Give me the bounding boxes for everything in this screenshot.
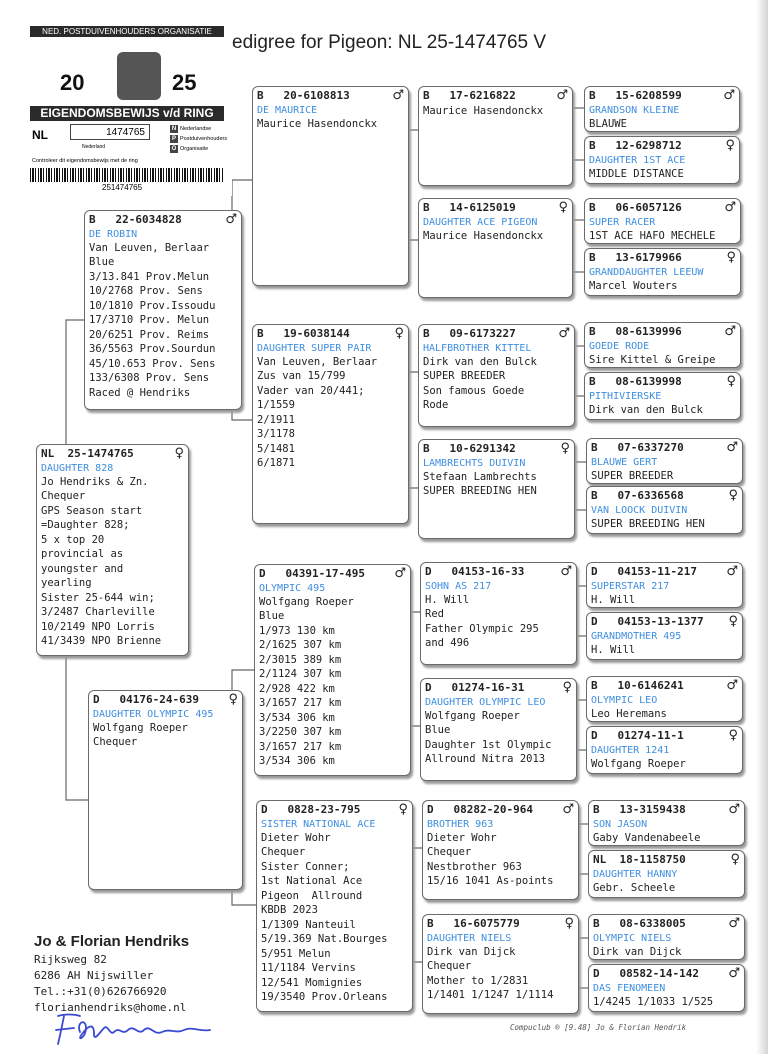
pigeon-nickname: DAUGHTER 828	[41, 462, 114, 474]
pigeon-nickname: DAUGHTER OLYMPIC LEO	[425, 696, 546, 708]
pigeon-header	[589, 89, 735, 104]
pigeon-detail-line: 20/6251 Prov. Reims	[89, 328, 210, 341]
pigeon-detail-line: 2/1625 307 km	[259, 639, 342, 651]
ring-number: B 20-6108813	[257, 89, 350, 102]
pigeon-nickname: DAUGHTER 1241	[591, 744, 670, 756]
pigeon-detail-line: 36/5563 Prov.Sourdun	[89, 343, 216, 355]
ring-number: B 16-6075779	[427, 917, 520, 930]
male-symbol-icon: ♂	[728, 916, 740, 931]
pigeon-nickname: DAUGHTER SUPER PAIR	[257, 342, 372, 354]
pigeon-detail-line: Daughter 1st Olympic	[425, 738, 552, 751]
pigeon-card-p16	[584, 86, 740, 132]
pigeon-card-p11	[418, 439, 575, 539]
breeder-address-line: 6286 AH Nijswiller	[34, 969, 154, 982]
pigeon-card-p9	[418, 198, 573, 298]
ring-control-text: Controleer dit eigendomsbewijs met de ring	[32, 158, 138, 164]
female-symbol-icon: ♀	[564, 916, 574, 931]
pigeon-card-p23	[586, 486, 743, 534]
pigeon-detail-line: 3/13.841 Prov.Melun	[89, 270, 210, 283]
pigeon-detail-line: 11/1184 Vervins	[261, 962, 356, 974]
pigeon-detail-line: Dirk van Dijck	[427, 945, 516, 958]
ring-number: D 0828-23-795	[261, 803, 361, 816]
pigeon-nickname: PITHIVIERSKE	[589, 390, 662, 402]
pigeon-card-p30	[588, 914, 745, 960]
pigeon-detail-line: Chequer	[41, 490, 86, 502]
barcode	[30, 168, 224, 182]
signature-icon	[50, 1012, 250, 1048]
pigeon-card-p5	[252, 324, 409, 524]
ring-number: D 08282-20-964	[427, 803, 533, 816]
pigeon-detail-line: Wolfgang Roeper	[591, 757, 686, 770]
pigeon-nickname: DE MAURICE	[257, 104, 318, 116]
ring-number: B 10-6291342	[423, 442, 516, 455]
pigeon-header	[589, 375, 736, 390]
pigeon-header	[93, 693, 238, 708]
pigeon-detail-line: Maurice Hasendonckx	[423, 229, 544, 242]
pigeon-detail-line: Chequer	[93, 736, 138, 748]
female-symbol-icon: ♀	[725, 138, 735, 153]
pigeon-card-p31	[588, 964, 745, 1012]
ring-number: NL 25-1474765	[41, 447, 134, 460]
pigeon-nickname: DAUGHTER NIELS	[427, 932, 512, 944]
male-symbol-icon: ♂	[562, 802, 574, 817]
pigeon-detail-line: 3/1657 217 km	[259, 740, 342, 753]
pigeon-detail-line: 3/534 306 km	[259, 755, 335, 767]
npo-line: Nederlandse	[180, 126, 212, 132]
pigeon-detail-line: Red	[425, 608, 444, 620]
pigeon-detail-line: 5 x top 20	[41, 533, 105, 546]
pigeon-detail-line: Chequer	[427, 960, 472, 972]
barcode-number: 251474765	[102, 183, 143, 192]
pigeon-card-p6	[254, 564, 411, 776]
pigeon-header	[427, 917, 574, 932]
pigeon-detail-line: Dieter Wohr	[427, 831, 497, 844]
pigeon-nickname: DAUGHTER HANNY	[593, 868, 678, 880]
pigeon-detail-line: SUPER BREEDING HEN	[423, 485, 537, 497]
breeder-name: Jo & Florian Hendriks	[34, 933, 190, 950]
pigeon-header	[591, 565, 738, 580]
pigeon-detail-line: 3/2487 Charleville	[41, 606, 155, 618]
pigeon-detail-line: 133/6308 Prov. Sens	[89, 372, 210, 384]
pigeon-detail-line: Sire Kittel & Greipe	[589, 353, 716, 366]
pigeon-detail-line: Leo Heremans	[591, 707, 667, 720]
pigeon-detail-line: 1ST ACE HAFO MECHELE	[589, 229, 716, 242]
pigeon-detail-line: 5/19.369 Nat.Bourges	[261, 933, 388, 945]
pigeon-nickname: DAUGHTER 1ST ACE	[589, 154, 686, 166]
pigeon-detail-line: 1st National Ace	[261, 875, 363, 887]
pigeon-header	[259, 567, 406, 582]
ring-number: D 01274-16-31	[425, 681, 525, 694]
pigeon-detail-line: Van Leuven, Berlaar	[89, 241, 210, 254]
pigeon-nickname: GRANDDAUGHTER LEEUW	[589, 266, 704, 278]
pigeon-detail-line: Dirk van den Bulck	[423, 355, 537, 368]
pigeon-nickname: LAMBRECHTS DUIVIN	[423, 457, 526, 469]
pigeon-detail-line: KBDB 2023	[261, 904, 318, 916]
ring-number: B 08-6139996	[589, 325, 682, 338]
pigeon-detail-line: Gaby Vandenabeele	[593, 831, 701, 844]
pigeon-detail-line: and 496	[425, 637, 470, 649]
pigeon-detail-line: Van Leuven, Berlaar	[257, 355, 378, 368]
ring-label: EIGENDOMSBEWIJS v/d RING	[30, 106, 224, 121]
npo-legend: N Nederlandse P Postduivenhouders O Organisatie	[171, 126, 228, 152]
pigeon-detail-line: H. Will	[591, 593, 636, 606]
pigeon-card-p26	[586, 676, 743, 722]
pigeon-nickname: SON JASON	[593, 818, 648, 830]
pigeon-detail-line: Marcel Wouters	[589, 279, 678, 292]
male-symbol-icon: ♂	[723, 88, 735, 103]
pigeon-nickname: SUPERSTAR 217	[591, 580, 670, 592]
npo-line: Organisatie	[180, 146, 209, 152]
pigeon-nickname: OLYMPIC LEO	[591, 694, 658, 706]
pigeon-header	[423, 201, 568, 216]
ring-number: B 09-6173227	[423, 327, 516, 340]
pigeon-nickname: SUPER RACER	[589, 216, 656, 228]
pigeon-detail-line: Blue	[259, 610, 285, 622]
ring-number: B 14-6125019	[423, 201, 516, 214]
pigeon-nickname: VAN LOOCK DUIVIN	[591, 504, 688, 516]
pigeon-card-p13	[420, 678, 577, 781]
pigeon-header	[593, 853, 740, 868]
pigeon-detail-line: SUPER BREEDER	[591, 469, 674, 482]
female-symbol-icon: ♀	[394, 326, 404, 341]
pigeon-detail-line: Zus van 15/799	[257, 370, 346, 382]
ring-number: B 13-3159438	[593, 803, 686, 816]
ring-number: B 08-6338005	[593, 917, 686, 930]
pigeon-header	[593, 803, 740, 818]
pigeon-card-p2	[84, 210, 242, 410]
breeder-address-line: Rijksweg 82	[34, 953, 107, 966]
pigeon-header	[589, 251, 736, 266]
pigeon-header	[591, 441, 738, 456]
ring-number: 1474765	[70, 124, 150, 140]
pigeon-detail-line: 1/1559	[257, 399, 295, 411]
pigeon-nickname: SISTER NATIONAL ACE	[261, 818, 376, 830]
pigeon-card-p4	[252, 86, 409, 286]
female-symbol-icon: ♀	[726, 374, 736, 389]
pigeon-detail-line: Chequer	[427, 846, 472, 858]
pigeon-nickname: BLAUWE GERT	[591, 456, 658, 468]
pigeon-detail-line: 3/2250 307 km	[259, 726, 342, 738]
pigeon-detail-line: Dieter Wohr	[261, 831, 331, 844]
pigeon-detail-line: Nestbrother 963	[427, 860, 522, 873]
female-symbol-icon: ♀	[730, 852, 740, 867]
pigeon-header	[261, 803, 408, 818]
pigeon-detail-line: 3/1178	[257, 428, 295, 440]
pigeon-nickname: GRANDMOTHER 495	[591, 630, 682, 642]
ring-number: B 19-6038144	[257, 327, 350, 340]
pigeon-detail-line: 17/3710 Prov. Melun	[89, 314, 210, 326]
pigeon-detail-line: Jo Hendriks & Zn.	[41, 475, 149, 488]
ring-number: B 12-6298712	[589, 139, 682, 152]
pigeon-header	[589, 139, 735, 154]
pigeon-detail-line: 1/973 130 km	[259, 624, 335, 637]
pigeon-card-p15	[422, 914, 579, 1014]
ring-number: B 07-6337270	[591, 441, 684, 454]
pigeon-detail-line: Rode	[423, 399, 449, 411]
breeder-phone: Tel.:+31(0)626766920	[34, 985, 167, 998]
pigeon-detail-line: 1/1309 Nanteuil	[261, 918, 356, 931]
pigeon-header	[257, 89, 404, 104]
pigeon-detail-line: 10/2768 Prov. Sens	[89, 285, 203, 297]
pigeon-detail-line: Dirk van Dijck	[593, 945, 682, 958]
pigeon-header	[89, 213, 237, 228]
male-symbol-icon: ♂	[728, 802, 740, 817]
pigeon-detail-line: Pigeon Allround	[261, 889, 363, 902]
pigeon-detail-line: =Daughter 828;	[41, 519, 130, 531]
ring-number: D 04153-13-1377	[591, 615, 704, 628]
pigeon-detail-line: 2/1124 307 km	[259, 668, 342, 680]
pigeon-card-p1	[36, 444, 189, 656]
ring-certificate	[22, 20, 232, 196]
pigeon-header	[591, 729, 738, 744]
male-symbol-icon: ♂	[558, 326, 570, 341]
male-symbol-icon: ♂	[394, 566, 406, 581]
ring-country: NL	[32, 128, 48, 142]
pigeon-detail-line: yearling	[41, 577, 92, 589]
male-symbol-icon: ♂	[726, 678, 738, 693]
female-symbol-icon: ♀	[728, 488, 738, 503]
npo-emblem-icon	[117, 52, 161, 100]
pigeon-detail-line: Mother to 1/2831	[427, 974, 529, 987]
pigeon-card-p3	[88, 690, 243, 890]
pigeon-detail-line: MIDDLE DISTANCE	[589, 167, 684, 180]
ring-number: D 04153-16-33	[425, 565, 525, 578]
male-symbol-icon: ♂	[724, 200, 736, 215]
pigeon-nickname: OLYMPIC NIELS	[593, 932, 672, 944]
pigeon-card-p21	[584, 372, 741, 420]
pigeon-detail-line: Son famous Goede	[423, 384, 525, 397]
pigeon-detail-line: 19/3540 Prov.Orleans	[261, 991, 388, 1003]
pigeon-card-p18	[584, 198, 741, 244]
pigeon-detail-line: Wolfgang Roeper	[425, 709, 520, 722]
ring-number: B 13-6179966	[589, 251, 682, 264]
ring-year-left: 20	[60, 70, 85, 95]
pigeon-detail-line: Wolfgang Roeper	[259, 595, 354, 608]
pigeon-detail-line: H. Will	[591, 643, 636, 656]
pigeon-detail-line: 5/951 Melun	[261, 947, 331, 960]
pigeon-header	[423, 442, 570, 457]
pigeon-detail-line: 1/1401 1/1247 1/1114	[427, 989, 554, 1001]
pigeon-detail-line: Wolfgang Roeper	[93, 721, 188, 734]
pigeon-detail-line: 3/1657 217 km	[259, 697, 342, 709]
pigeon-card-p14	[422, 800, 579, 900]
ring-number: D 08582-14-142	[593, 967, 699, 980]
pigeon-card-p27	[586, 726, 743, 774]
pigeon-card-p10	[418, 324, 575, 427]
pigeon-detail-line: 45/10.653 Prov. Sens	[89, 357, 216, 370]
pigeon-detail-line: Sister Conner;	[261, 860, 350, 873]
female-symbol-icon: ♀	[726, 250, 736, 265]
pigeon-header	[589, 201, 736, 216]
pigeon-detail-line: 2/928 422 km	[259, 682, 335, 695]
ring-number: D 01274-11-1	[591, 729, 684, 742]
pigeon-detail-line: SUPER BREEDER	[423, 370, 506, 382]
female-symbol-icon: ♀	[728, 728, 738, 743]
connector-line	[66, 656, 88, 800]
pigeon-detail-line: Father Olympic 295	[425, 622, 539, 635]
male-symbol-icon: ♂	[724, 324, 736, 339]
pigeon-nickname: DAUGHTER OLYMPIC 495	[93, 708, 214, 720]
ring-number: B 15-6208599	[589, 89, 682, 102]
pigeon-card-p7	[256, 800, 413, 1012]
pigeon-card-p8	[418, 86, 573, 186]
pigeon-detail-line: BLAUWE	[589, 117, 627, 130]
pigeon-card-p12	[420, 562, 577, 665]
pigeon-detail-line: H. Will	[425, 593, 470, 606]
female-symbol-icon: ♀	[228, 692, 238, 707]
female-symbol-icon: ♀	[728, 614, 738, 629]
ring-number: B 22-6034828	[89, 213, 182, 226]
pigeon-detail-line: Raced @ Hendriks	[89, 386, 191, 399]
breeder-email: florianhendriks@home.nl	[34, 1001, 187, 1014]
female-symbol-icon: ♀	[174, 446, 184, 461]
pigeon-detail-line: 3/534 306 km	[259, 711, 335, 724]
pigeon-card-p29	[588, 850, 745, 898]
pigeon-detail-line: Blue	[425, 724, 451, 736]
pigeon-nickname: HALFBROTHER KITTEL	[423, 342, 532, 354]
pigeon-header	[425, 565, 572, 580]
pigeon-detail-line: Maurice Hasendonckx	[423, 104, 544, 117]
pigeon-detail-line: Gebr. Scheele	[593, 881, 676, 894]
pigeon-card-p25	[586, 612, 743, 660]
ring-number: B 17-6216822	[423, 89, 516, 102]
male-symbol-icon: ♂	[556, 88, 568, 103]
ring-number: B 10-6146241	[591, 679, 684, 692]
pigeon-card-p28	[588, 800, 745, 846]
pigeon-detail-line: Blue	[89, 256, 115, 268]
pigeon-detail-line: 10/2149 NPO Lorris	[41, 620, 155, 633]
pigeon-nickname: GRANDSON KLEINE	[589, 104, 680, 116]
ring-number: D 04391-17-495	[259, 567, 365, 580]
pigeon-header	[591, 489, 738, 504]
pigeon-header	[425, 681, 572, 696]
footer-credit: Compuclub ® [9.48] Jo & Florian Hendrik	[510, 1023, 687, 1032]
pigeon-detail-line: Sister 25-644 win;	[41, 591, 155, 604]
pigeon-detail-line: 12/541 Momignies	[261, 976, 363, 989]
pigeon-nickname: BROTHER 963	[427, 818, 494, 830]
pigeon-card-p24	[586, 562, 743, 608]
male-symbol-icon: ♂	[726, 564, 738, 579]
ring-number: D 04153-11-217	[591, 565, 697, 578]
pigeon-header	[593, 967, 740, 982]
pigeon-detail-line: 1/4245 1/1033 1/525	[593, 995, 714, 1008]
female-symbol-icon: ♀	[398, 802, 408, 817]
pigeon-nickname: GOEDE RODE	[589, 340, 650, 352]
pigeon-header	[593, 917, 740, 932]
pigeon-detail-line: Dirk van den Bulck	[589, 403, 703, 416]
pigeon-detail-line: Chequer	[261, 846, 306, 858]
pigeon-detail-line: Stefaan Lambrechts	[423, 470, 537, 483]
pigeon-header	[591, 679, 738, 694]
male-symbol-icon: ♂	[560, 564, 572, 579]
pigeon-nickname: DAUGHTER ACE PIGEON	[423, 216, 538, 228]
female-symbol-icon: ♀	[560, 441, 570, 456]
ring-number: B 07-6336568	[591, 489, 684, 502]
ring-number: B 06-6057126	[589, 201, 682, 214]
pigeon-header	[257, 327, 404, 342]
pigeon-detail-line: youngster and	[41, 562, 124, 575]
pigeon-card-p19	[584, 248, 741, 296]
ring-nederland: Nederland	[82, 144, 106, 150]
pigeon-card-p17	[584, 136, 740, 184]
pigeon-header	[41, 447, 184, 462]
pigeon-detail-line: provincial as	[41, 548, 124, 560]
pigeon-detail-line: GPS Season start	[41, 504, 143, 517]
breeder-info	[34, 932, 189, 1016]
female-symbol-icon: ♀	[558, 200, 568, 215]
pigeon-detail-line: SUPER BREEDING HEN	[591, 517, 705, 530]
male-symbol-icon: ♂	[225, 212, 237, 227]
pigeon-detail-line: 5/1481	[257, 442, 295, 455]
pigeon-detail-line: 41/3439 NPO Brienne	[41, 635, 162, 647]
ring-number: B 08-6139998	[589, 375, 682, 388]
pigeon-header	[427, 803, 574, 818]
pigeon-header	[423, 327, 570, 342]
pigeon-detail-line: 2/3015 389 km	[259, 653, 342, 666]
pigeon-detail-line: Allround Nitra 2013	[425, 753, 546, 765]
ring-number: D 04176-24-639	[93, 693, 199, 706]
male-symbol-icon: ♂	[726, 440, 738, 455]
male-symbol-icon: ♂	[728, 966, 740, 981]
pigeon-detail-line: 15/16 1041 As-points	[427, 875, 554, 887]
ring-year-right: 25	[172, 70, 197, 95]
male-symbol-icon: ♂	[392, 88, 404, 103]
pigeon-card-p20	[584, 322, 741, 368]
pigeon-detail-line: Maurice Hasendonckx	[257, 117, 378, 130]
pigeon-nickname: SOHN AS 217	[425, 580, 492, 592]
female-symbol-icon: ♀	[562, 680, 572, 695]
pigeon-header	[423, 89, 568, 104]
pigeon-nickname: OLYMPIC 495	[259, 582, 326, 594]
pigeon-header	[591, 615, 738, 630]
pigeon-detail-line: 6/1871	[257, 457, 295, 469]
pigeon-nickname: DE ROBIN	[89, 228, 138, 240]
pigeon-nickname: DAS FENOMEEN	[593, 982, 666, 994]
pigeon-header	[589, 325, 736, 340]
connector-line	[66, 320, 84, 444]
pigeon-card-p22	[586, 438, 743, 484]
page-title: edigree for Pigeon: NL 25-1474765 V	[232, 32, 547, 53]
pigeon-detail-line: 10/1810 Prov.Issoudu	[89, 299, 216, 312]
pigeon-detail-line: Vader van 20/441;	[257, 384, 365, 397]
ring-card-header: NED. POSTDUIVENHOUDERS ORGANISATIE	[30, 26, 224, 37]
npo-line: Postduivenhouders	[180, 136, 228, 142]
pigeon-detail-line: 2/1911	[257, 413, 295, 426]
ring-number: NL 18-1158750	[593, 853, 686, 866]
